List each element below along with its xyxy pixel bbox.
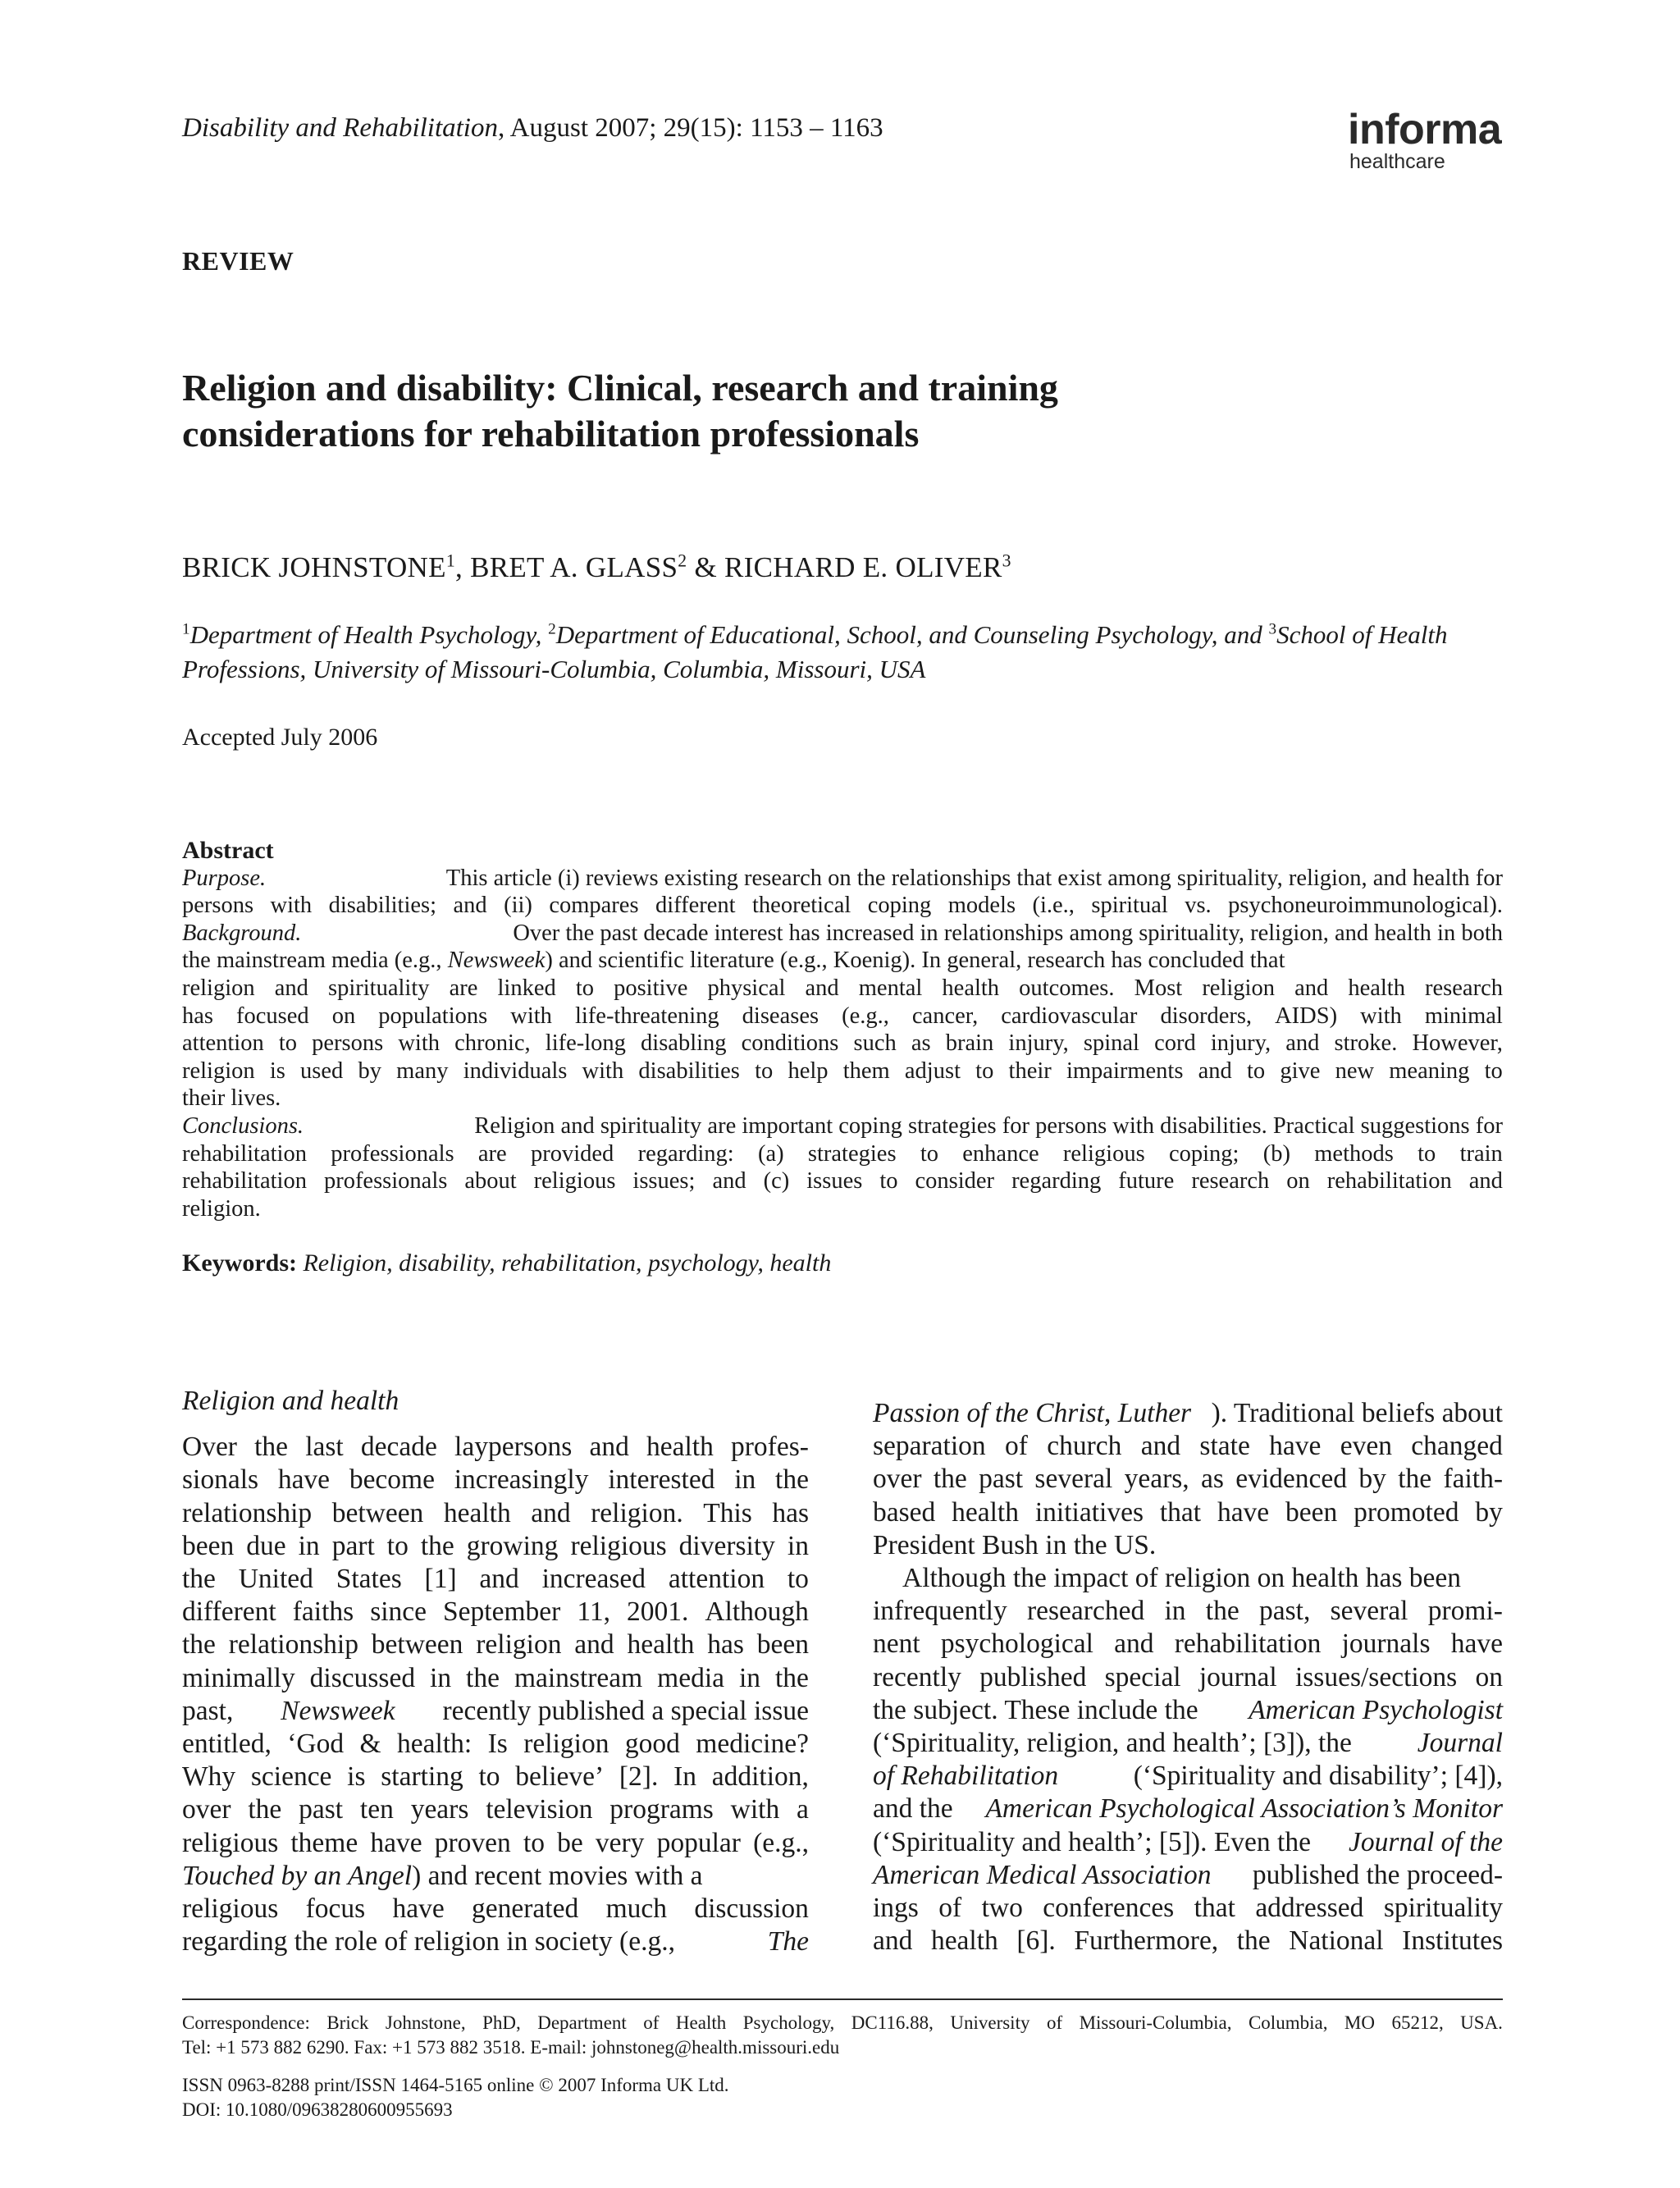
abstract-text: Over the past decade interest has increased in relationships among spirituality, religion, and health in both [513,920,1503,946]
affiliations [182,618,1503,687]
abstract-line: rehabilitation professionals are provided regarding: (a) strategies to enhance religious coping; (b) methods to train [182,1140,1503,1167]
affiliation-line: Professions, University of Missouri-Columbia, Columbia, Missouri, USA [182,655,926,683]
body-line: entitled, ‘God & health: Is religion good medicine? [182,1729,809,1760]
keywords-label: Keywords: [182,1249,297,1277]
body-line: and health [6]. Furthermore, the National Institutes [873,1925,1503,1957]
body-line: the United States [1] and increased attention to [182,1564,809,1595]
keywords [182,1249,831,1277]
body-text: recently published a special issue [442,1695,809,1726]
doi-line: DOI: 10.1080/09638280600955693 [182,2099,453,2120]
affil-mark: 2 [548,620,556,638]
body-text: (‘Spirituality, religion, and health’; [3]), the [873,1728,1352,1759]
journal-citation [182,113,883,144]
body-line [182,1925,809,1958]
abstract-line [182,947,1503,975]
body-line [873,1793,1503,1825]
abstract-conclusions-label: Conclusions. [182,1112,304,1139]
body-line [873,1397,1503,1430]
body-line: been due in part to the growing religious diversity in [182,1530,809,1561]
body-italic: American Psychologist [1249,1694,1503,1725]
abstract-line: has focused on populations with life-threatening diseases (e.g., cancer, cardiovascular disorders, AIDS) with minimal [182,1003,1503,1029]
body-line: recently published special journal issues/sections on [873,1661,1503,1692]
article-type: REVIEW [182,246,294,276]
abstract-line: their lives. [182,1085,281,1112]
body-line [873,1826,1503,1859]
abstract-heading: Abstract [182,837,274,864]
author-separator: & [687,551,725,583]
body-line: different faiths since September 11, 2001. Although [182,1596,809,1628]
publisher-logo-sub: healthcare [1349,150,1445,173]
body-line: relationship between health and religion. This has [182,1497,809,1528]
body-line [182,1860,809,1893]
body-text: ) and recent movies with a [412,1860,703,1891]
body-text: and the [873,1793,953,1825]
body-text: (‘Spirituality and health’; [5]). Even the [873,1826,1311,1857]
abstract-line: religion and spirituality are linked to positive physical and mental health outcomes. Most religion and health research [182,975,1503,1001]
issn-line: ISSN 0963-8288 print/ISSN 1464-5165 online © 2007 Informa UK Ltd. [182,2075,729,2095]
body-line: Although the impact of religion on health has been [902,1563,1461,1594]
body-line: Over the last decade laypersons and health profes- [182,1432,809,1463]
body-italic: Newsweek [281,1695,395,1726]
body-italic: Journal [1417,1728,1503,1759]
body-text: , [1104,1398,1118,1428]
body-text: regarding the role of religion in society (e.g., [182,1926,675,1957]
body-italic: Passion of the Christ [873,1398,1104,1428]
body-line [873,1694,1503,1727]
body-line: based health initiatives that have been promoted by [873,1496,1503,1528]
abstract-text: This article (i) reviews existing research on the relationships that exist among spirituality, religion, and health for [445,865,1503,891]
body-italic: The [767,1926,809,1957]
correspondence-line: Correspondence: Brick Johnstone, PhD, Department of Health Psychology, DC116.88, University of Missouri-Columbia, Columbia, MO 65212, USA. [182,2012,1503,2033]
author-name: BRICK JOHNSTONE [182,551,446,583]
abstract-line: persons with disabilities; and (ii) compares different theoretical coping models (i.e., spiritual vs. psychoneuroimmunological). [182,893,1503,919]
author-affil-mark: 2 [678,550,687,571]
abstract-text: ) and scientific literature (e.g., Koenig). In general, research has concluded that [545,948,1285,974]
affiliation-text: Department of Health Psychology, [189,620,549,649]
author-separator: , [454,551,471,583]
article-title-line: Religion and disability: Clinical, research and training [182,367,1058,409]
footer-divider [182,1998,1503,2000]
publisher-logo-brand: informa [1348,106,1502,153]
body-line: over the past ten years television programs with a [182,1794,809,1825]
journal-name: Disability and Rehabilitation [182,113,498,143]
body-line: nent psychological and rehabilitation journals have [873,1628,1503,1660]
body-line: minimally discussed in the mainstream media in the [182,1662,809,1693]
affiliation-text: School of Health [1276,620,1448,649]
author-name: BRET A. GLASS [470,551,678,583]
abstract-line: religion. [182,1195,261,1222]
publisher-logo [1348,108,1504,174]
journal-details: , August 2007; 29(15): 1153 – 1163 [497,113,883,143]
body-line [182,1695,809,1728]
author-list [182,551,1011,584]
abstract-line: attention to persons with chronic, life-long disabling conditions such as brain injury, spinal cord injury, and stroke. However, [182,1030,1503,1057]
body-italic: of Rehabilitation [873,1761,1059,1792]
affil-mark: 1 [182,620,190,638]
body-line [873,1859,1503,1892]
body-italic: American Psychological Association’s Monitor [985,1793,1503,1825]
body-text: the subject. These include the [873,1694,1198,1725]
body-line [873,1727,1503,1760]
body-italic: Touched by an Angel [182,1860,413,1891]
body-line: Why science is starting to believe’ [2]. In addition, [182,1761,809,1793]
author-name: RICHARD E. OLIVER [724,551,1002,583]
author-affil-mark: 1 [445,550,455,571]
abstract-text: Religion and spirituality are important coping strategies for persons with disabilities. Practical suggestions for [474,1112,1503,1139]
body-column-right [873,1397,1503,1957]
abstract-background-label: Background. [182,920,302,946]
body-line: sionals have become increasingly interested in the [182,1464,809,1496]
body-text: past, [182,1695,234,1726]
affiliation-text: Department of Educational, School, and Counseling Psychology, and [555,620,1269,649]
article-title-line: considerations for rehabilitation professionals [182,413,920,455]
body-line: ings of two conferences that addressed spirituality [873,1893,1503,1924]
abstract-line [182,1112,1503,1140]
abstract-line [182,920,1503,948]
body-line: over the past several years, as evidenced by the faith- [873,1464,1503,1495]
footer-notes [182,2011,1503,2122]
body-italic: Luther [1117,1398,1192,1428]
abstract-purpose-label: Purpose. [182,865,267,891]
footer-spacer [182,2060,1503,2073]
body-text: published the proceed- [1252,1859,1503,1890]
body-italic: American Medical Association [873,1859,1212,1890]
body-column-left [182,1385,809,1958]
abstract-italic: Newsweek [447,948,546,974]
body-line: infrequently researched in the past, several promi- [873,1596,1503,1627]
abstract-line [182,865,1503,893]
abstract-line: rehabilitation professionals about religious issues; and (c) issues to consider regarding future research on rehabilitation and [182,1168,1503,1194]
body-line: separation of church and state have even changed [873,1431,1503,1462]
correspondence-contact: Tel: +1 573 882 6290. Fax: +1 573 882 3518. E-mail: johnstoneg@health.missouri.edu [182,2037,840,2058]
abstract-text: the mainstream media (e.g., [182,948,448,974]
abstract-line: religion is used by many individuals with disabilities to help them adjust to their impairments and to give new meaning to [182,1057,1503,1084]
body-italic: Journal of the [1349,1826,1503,1857]
keywords-list: Religion, disability, rehabilitation, psychology, health [303,1249,832,1277]
article-title [182,365,1495,457]
body-text: (‘Spirituality and disability’; [4]), [1133,1761,1503,1792]
author-affil-mark: 3 [1002,550,1011,571]
abstract [182,837,1503,1222]
section-heading: Religion and health [182,1386,399,1416]
body-text: ). Traditional beliefs about [1211,1398,1503,1428]
body-line: the relationship between religion and health has been [182,1629,809,1660]
body-line [873,1760,1503,1793]
body-line: religious focus have generated much discussion [182,1893,809,1925]
body-line: religious theme have proven to be very popular (e.g., [182,1827,809,1858]
accepted-date: Accepted July 2006 [182,724,378,751]
affil-mark: 3 [1268,620,1277,638]
affiliation-line [182,618,1503,652]
body-line: President Bush in the US. [873,1529,1157,1560]
